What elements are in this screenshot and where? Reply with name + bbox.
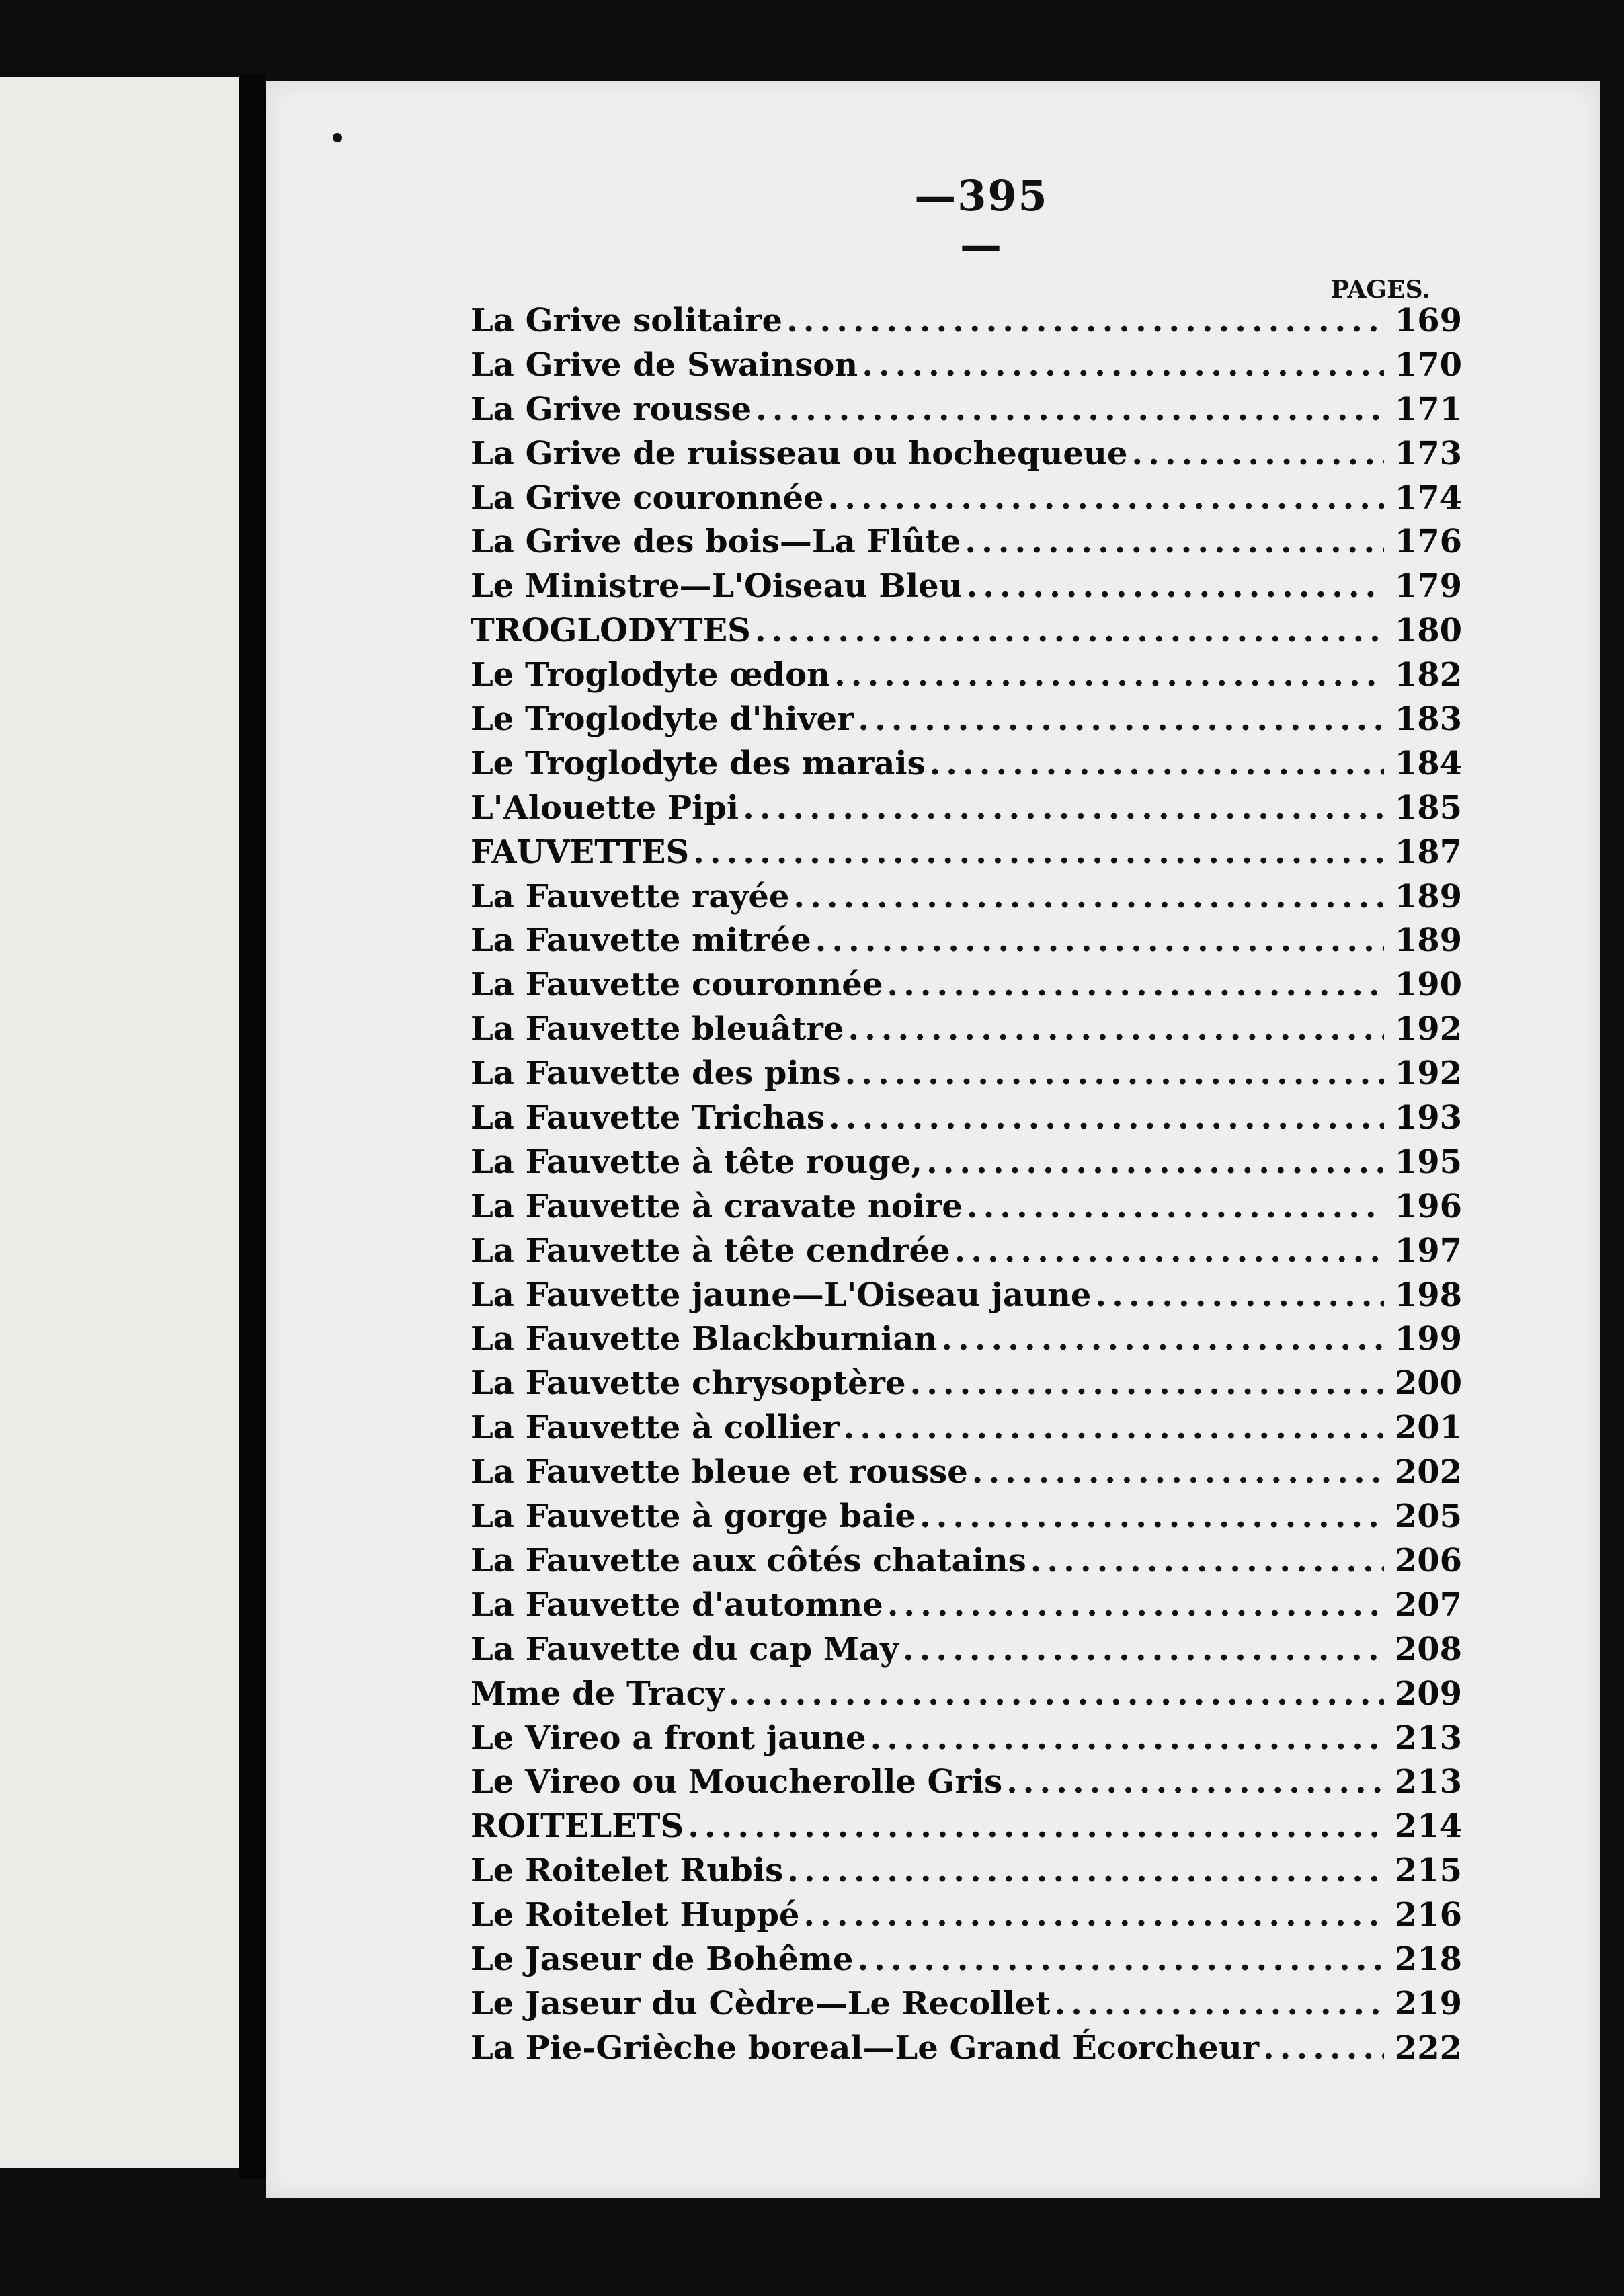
toc-entry-title: La Fauvette à gorge baie <box>471 1498 916 1536</box>
leader-dots <box>829 1096 1384 1141</box>
leader-dots <box>972 1450 1384 1495</box>
toc-entry-page: 200 <box>1394 1364 1462 1403</box>
toc-entry-page: 213 <box>1394 1719 1462 1757</box>
leader-dots <box>909 1362 1384 1406</box>
toc-entry-page: 196 <box>1394 1187 1462 1225</box>
toc-entry-page: 222 <box>1394 2028 1462 2067</box>
leader-dots <box>920 1495 1384 1539</box>
toc-entry <box>471 1849 1462 1893</box>
leader-dots <box>743 786 1384 831</box>
toc-entry <box>471 653 1462 698</box>
leader-dots <box>787 1849 1384 1893</box>
toc-entry-title: La Fauvette mitrée <box>471 921 811 960</box>
toc-entry-page: 213 <box>1394 1763 1462 1801</box>
toc-entry-title: Le Vireo a front jaune <box>471 1719 866 1757</box>
toc-entry-page: 182 <box>1394 656 1462 694</box>
toc-entry <box>471 875 1462 919</box>
toc-entry <box>471 742 1462 786</box>
toc-entry <box>471 299 1462 343</box>
toc-entry-title: La Fauvette rayée <box>471 877 790 915</box>
toc-entry-page: 189 <box>1394 921 1462 960</box>
toc-entry-title: La Grive couronnée <box>471 479 824 517</box>
toc-entry <box>471 520 1462 565</box>
leader-dots <box>887 963 1384 1008</box>
leader-dots <box>857 1938 1384 1982</box>
toc-entry-page: 219 <box>1394 1984 1462 2022</box>
toc-entry-title: La Fauvette Blackburnian <box>471 1320 938 1358</box>
toc-entry <box>471 1052 1462 1096</box>
toc-section-heading <box>471 831 1462 875</box>
toc-entry-page: 174 <box>1394 479 1462 517</box>
toc-entry <box>471 786 1462 831</box>
toc-section-heading <box>471 609 1462 653</box>
toc-entry <box>471 1982 1462 2026</box>
leader-dots <box>1030 1539 1384 1584</box>
leader-dots <box>1095 1274 1384 1318</box>
toc-entry-title: Le Vireo ou Moucherolle Gris <box>471 1763 1003 1801</box>
leader-dots <box>844 1406 1384 1450</box>
toc-entry <box>471 1893 1462 1938</box>
toc-entry-title: La Grive rousse <box>471 390 752 428</box>
toc-entry-page: 195 <box>1394 1143 1462 1181</box>
toc-entry-page: 197 <box>1394 1231 1462 1270</box>
toc-entry-page: 199 <box>1394 1320 1462 1358</box>
toc-entry-page: 214 <box>1394 1807 1462 1846</box>
toc-section-heading <box>471 1805 1462 1849</box>
toc-entry-page: 193 <box>1394 1099 1462 1137</box>
leader-dots <box>848 1008 1384 1052</box>
toc-entry-page: 198 <box>1394 1276 1462 1314</box>
toc-entry <box>471 1317 1462 1362</box>
toc-entry-page: 171 <box>1394 390 1462 428</box>
toc-entry-title: La Fauvette aux côtés chatains <box>471 1541 1026 1580</box>
toc-entry-title: La Fauvette à collier <box>471 1409 840 1447</box>
toc-entry-title: Le Ministre—L'Oiseau Bleu <box>471 567 963 606</box>
toc-entry-page: 192 <box>1394 1010 1462 1049</box>
toc-entry-page: 189 <box>1394 877 1462 915</box>
leader-dots <box>1054 1982 1384 2026</box>
leader-dots <box>693 831 1384 875</box>
toc-entry-page: 218 <box>1394 1940 1462 1978</box>
leader-dots <box>941 1317 1384 1362</box>
toc-entry <box>471 919 1462 963</box>
toc-entry <box>471 1229 1462 1274</box>
toc-entry-title: La Fauvette à cravate noire <box>471 1187 963 1225</box>
leader-dots <box>845 1052 1384 1096</box>
toc-entry-title: La Fauvette d'automne <box>471 1586 883 1624</box>
toc-entry-page: 190 <box>1394 966 1462 1004</box>
toc-entry-title: La Grive de Swainson <box>471 345 858 384</box>
toc-entry-page: 187 <box>1394 833 1462 871</box>
toc-entry-title: Le Roitelet Huppé <box>471 1896 800 1934</box>
toc-entry-title: La Fauvette à tête rouge, <box>471 1143 922 1181</box>
toc-entry <box>471 1672 1462 1717</box>
leader-dots <box>903 1628 1384 1672</box>
toc-entry <box>471 2026 1462 2071</box>
leader-dots <box>930 742 1384 786</box>
leader-dots <box>803 1893 1384 1938</box>
toc-entry-title: La Fauvette chrysoptère <box>471 1364 906 1403</box>
toc-entry-title: Le Troglodyte des marais <box>471 744 926 782</box>
toc-entry-title: Mme de Tracy <box>471 1674 725 1713</box>
toc-entry-title: L'Alouette Pipi <box>471 788 739 827</box>
toc-entry <box>471 1406 1462 1450</box>
toc-entry <box>471 1450 1462 1495</box>
leader-dots <box>967 565 1384 609</box>
toc-entry-page: 179 <box>1394 567 1462 606</box>
toc-entry-title: La Fauvette à tête cendrée <box>471 1231 950 1270</box>
toc-entry <box>471 1362 1462 1406</box>
toc-entry <box>471 698 1462 742</box>
toc-entry-title: La Fauvette Trichas <box>471 1099 825 1137</box>
leader-dots <box>793 875 1384 919</box>
leader-dots <box>828 477 1384 521</box>
toc-entry-title: La Fauvette bleue et rousse <box>471 1453 968 1491</box>
toc-entry <box>471 1008 1462 1052</box>
pages-column-header: PAGES. <box>1331 276 1430 304</box>
leader-dots <box>1006 1760 1384 1805</box>
toc-entry <box>471 1096 1462 1141</box>
toc-entry-title: La Pie-Grièche boreal—Le Grand Écorcheur <box>471 2028 1260 2067</box>
toc-entry-title: La Grive des bois—La Flûte <box>471 523 961 561</box>
toc-entry <box>471 1584 1462 1628</box>
toc-entry-page: 216 <box>1394 1896 1462 1934</box>
toc-entry-page: 176 <box>1394 523 1462 561</box>
toc-entry <box>471 388 1462 432</box>
toc-entry <box>471 1495 1462 1539</box>
toc-entry-page: 202 <box>1394 1453 1462 1491</box>
toc-entry-page: 208 <box>1394 1630 1462 1668</box>
leader-dots <box>862 343 1384 388</box>
toc-entry <box>471 1141 1462 1185</box>
leader-dots <box>926 1141 1384 1185</box>
toc-entry-page: 180 <box>1394 612 1462 650</box>
toc-entry <box>471 1628 1462 1672</box>
toc-entry-page: 201 <box>1394 1409 1462 1447</box>
toc-entry <box>471 477 1462 521</box>
page-number: —395— <box>914 171 1049 270</box>
toc-entry-title: Le Troglodyte œdon <box>471 656 831 694</box>
toc-entry <box>471 1274 1462 1318</box>
leader-dots <box>965 520 1384 565</box>
book-gutter <box>239 74 266 2178</box>
toc-entry-title: La Grive solitaire <box>471 302 783 339</box>
toc-entry-title: La Fauvette jaune—L'Oiseau jaune <box>471 1276 1092 1314</box>
leader-dots <box>834 653 1384 698</box>
leader-dots <box>870 1717 1384 1761</box>
toc-entry-page: 184 <box>1394 744 1462 782</box>
leader-dots <box>729 1672 1384 1717</box>
toc-entry-title: ROITELETS <box>471 1807 684 1846</box>
toc-entry-page: 205 <box>1394 1498 1462 1536</box>
facing-page <box>0 77 239 2168</box>
toc-entry-page: 206 <box>1394 1541 1462 1580</box>
toc-entry-title: Le Roitelet Rubis <box>471 1852 784 1890</box>
leader-dots <box>786 299 1384 343</box>
leader-dots <box>815 919 1384 963</box>
toc-entry <box>471 343 1462 388</box>
toc-entry-title: Le Troglodyte d'hiver <box>471 700 854 739</box>
toc-entry-page: 192 <box>1394 1055 1462 1093</box>
toc-entry-page: 215 <box>1394 1852 1462 1890</box>
ink-spot <box>333 133 342 142</box>
leader-dots <box>858 698 1384 742</box>
toc-entry-page: 185 <box>1394 788 1462 827</box>
toc-entry-page: 207 <box>1394 1586 1462 1624</box>
toc-entry-title: FAUVETTES <box>471 833 690 871</box>
toc-entry <box>471 963 1462 1008</box>
toc-entry <box>471 1185 1462 1229</box>
leader-dots <box>755 609 1384 653</box>
toc-entry-title: La Fauvette du cap May <box>471 1630 899 1668</box>
leader-dots <box>1131 432 1384 477</box>
leader-dots <box>1263 2026 1384 2071</box>
toc-entry <box>471 1717 1462 1761</box>
toc-entry-page: 183 <box>1394 700 1462 739</box>
toc-entry <box>471 1539 1462 1584</box>
toc-entry-title: TROGLODYTES <box>471 612 751 650</box>
toc-entry <box>471 432 1462 477</box>
toc-entry-title: La Fauvette bleuâtre <box>471 1010 844 1049</box>
toc-entry <box>471 565 1462 609</box>
leader-dots <box>887 1584 1384 1628</box>
toc-entry-title: La Grive de ruisseau ou hochequeue <box>471 434 1128 473</box>
leader-dots <box>955 1229 1384 1274</box>
leader-dots <box>688 1805 1384 1849</box>
toc-entry-title: La Fauvette couronnée <box>471 966 883 1004</box>
toc-entry-page: 209 <box>1394 1674 1462 1713</box>
toc-entry-title: La Fauvette des pins <box>471 1055 841 1093</box>
toc-entry <box>471 1938 1462 1982</box>
leader-dots <box>756 388 1384 432</box>
toc-entry-page: 169 <box>1394 302 1462 339</box>
toc-entry-page: 173 <box>1394 434 1462 473</box>
toc-entry-title: Le Jaseur du Cèdre—Le Recollet <box>471 1984 1051 2022</box>
toc-entry-page: 170 <box>1394 345 1462 384</box>
toc-entry <box>471 1760 1462 1805</box>
toc-entry-title: Le Jaseur de Bohême <box>471 1940 854 1978</box>
table-of-contents <box>471 299 1462 2071</box>
leader-dots <box>967 1185 1384 1229</box>
